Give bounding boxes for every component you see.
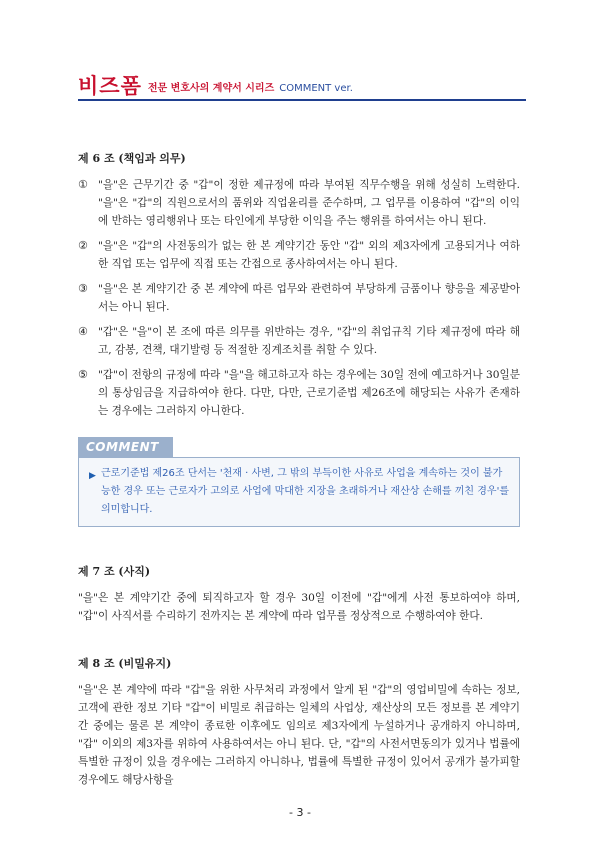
clause-number: ② [78, 239, 88, 252]
clause-number: ③ [78, 282, 88, 295]
clause-number: ④ [78, 325, 88, 338]
article-7-title: 제 7 조 (사직) [78, 565, 151, 578]
article-7 [78, 563, 520, 625]
comment-box [78, 457, 520, 527]
clause-5 [78, 366, 520, 420]
clause-text: "갑"이 전항의 규정에 따라 "을"을 해고하고자 하는 경우에는 30일 전에 예고하거나 30일분의 통상임금을 지급하여야 한다. 다만, 다만, 근로기준법 제26조에 해당되는 사유가 존재하는 경우에는 그러하지 아니한다. [98, 369, 520, 417]
article-8-title: 제 8 조 (비밀유지) [78, 657, 172, 670]
article-8-text: "을"은 본 계약에 따라 "갑"을 위한 사무처리 과정에서 알게 된 "갑"의 영업비밀에 속하는 정보, 고객에 관한 정보 기타 "갑"이 비밀로 취급하는 일체의 사업상, 재산상의 모든 정보를 본 계약기간 중에는 물론 본 계약이 종료한 이후에도 임의로 제3자에게 누설하거나 공개하지 아니하며, "갑" 이외의 제3자를 위하여 사용하여서는 아니 된다. 단, "갑"의 사전서면동의가 있거나 법률에 특별한 규정이 있을 경우에는 그러하지 아니하나, 법률에 특별한 규정이 있어서 공개가 불가피할 경우에도 해당사항을 [78, 684, 520, 786]
clause-3 [78, 280, 520, 316]
clause-2 [78, 237, 520, 273]
comment-text: 근로기준법 제26조 단서는 '천재 · 사변, 그 밖의 부득이한 사유로 사업을 계속하는 것이 불가능한 경우 또는 근로자가 고의로 사업에 막대한 지장을 초래하거나 재산상 손해를 끼친 경우'를 의미합니다. [101, 468, 509, 515]
series-title: 전문 변호사의 계약서 시리즈 [147, 83, 275, 94]
brand-logo: 비즈폼 [78, 74, 142, 98]
document-body [78, 150, 520, 789]
comment-label: COMMENT [78, 437, 173, 457]
clause-4 [78, 323, 520, 359]
series-version: COMMENT ver. [279, 83, 353, 94]
article-7-text: "을"은 본 계약기간 중에 퇴직하고자 할 경우 30일 이전에 "갑"에게 사전 통보하여야 하며, "갑"이 사직서를 수리하기 전까지는 본 계약에 따라 업무를 정상적으로 수행하여야 한다. [78, 592, 520, 622]
clause-text: "갑"은 "을"이 본 조에 따른 의무를 위반하는 경우, "갑"의 취업규칙 기타 제규정에 따라 해고, 감봉, 견책, 대기발령 등 적절한 징계조치를 취할 수 있다. [98, 326, 520, 356]
clause-text: "을"은 "갑"의 사전동의가 없는 한 본 계약기간 동안 "갑" 외의 제3자에게 고용되거나 여하한 직업 또는 업무에 직접 또는 간접으로 종사하여서는 아니 된다. [98, 240, 520, 270]
document-header [78, 70, 353, 98]
clause-1 [78, 176, 520, 230]
article-8 [78, 655, 520, 789]
page-number: - 3 - [289, 806, 311, 819]
header-divider [78, 99, 526, 101]
article-6-title: 제 6 조 (책임과 의무) [78, 152, 186, 165]
clause-text: "을"은 근무기간 중 "갑"이 정한 제규정에 따라 부여된 직무수행을 위해 성실히 노력한다. "을"은 "갑"의 직원으로서의 품위와 직업윤리를 준수하며, 그 업무를 이용하여 "갑"의 이익에 반하는 영리행위나 또는 타인에게 부당한 이익을 주는 행위를 하여서는 아니 된다. [98, 179, 520, 227]
clause-number: ⑤ [78, 368, 88, 381]
clause-text: "을"은 본 계약기간 중 본 계약에 따른 업무와 관련하여 부당하게 금품이나 향응을 제공받아서는 아니 된다. [98, 283, 520, 313]
triangle-bullet-icon: ▶ [89, 471, 96, 481]
clause-number: ① [78, 178, 88, 191]
